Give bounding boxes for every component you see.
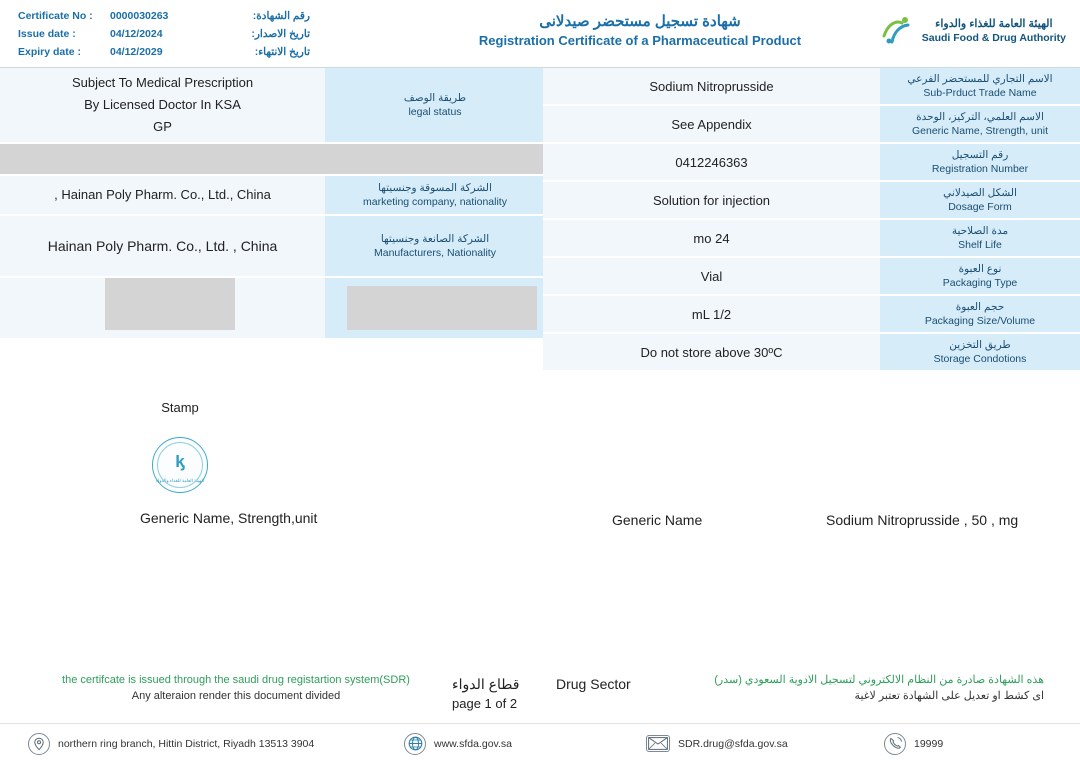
- generic-name-strength-value: See Appendix: [543, 106, 880, 144]
- manufacturers-label-ar: الشركة الصانعة وجنسيتها: [380, 233, 490, 245]
- footer-note-ar-line-2: اى كشط او تعديل على الشهادة تعتبر لاغية: [854, 690, 1044, 702]
- sub-product-trade-name-value: Sodium Nitroprusside: [543, 68, 880, 106]
- generic-name-row: [0, 510, 1080, 536]
- row-marketing-company: [0, 176, 545, 216]
- label-en: Packaging Size/Volume: [924, 315, 1036, 327]
- packaging-type-value: Vial: [543, 258, 880, 296]
- packaging-size-value: mL 1/2: [543, 296, 880, 334]
- drug-sector-english: Drug Sector: [556, 676, 631, 692]
- certificate-meta: [18, 10, 418, 64]
- contact-address: [28, 733, 314, 755]
- issue-date-label-ar: تاريخ الاصدار:: [251, 28, 310, 40]
- expiry-date-value: 04/12/2029: [110, 46, 163, 58]
- right-details-table: [543, 68, 1080, 372]
- legal-status-value: [0, 68, 325, 144]
- contact-bar: [0, 723, 1080, 763]
- generic-name-value: Sodium Nitroprusside , 50 , mg: [826, 512, 1019, 528]
- shelf-life-label: [880, 220, 1080, 258]
- sub-product-trade-name-label: [880, 68, 1080, 106]
- table-row: [543, 296, 1080, 334]
- table-row: [543, 144, 1080, 182]
- globe-icon: [404, 733, 426, 755]
- legal-status-line-2: By Licensed Doctor In KSA: [84, 97, 241, 112]
- expiry-date-label-ar: تاريخ الانتهاء:: [254, 46, 310, 58]
- footer-note-en-line-2: Any alteraion render this document divided: [131, 690, 341, 702]
- row-legal-status: [0, 68, 545, 144]
- label-en: Packaging Type: [942, 277, 1018, 289]
- storage-conditions-value: Do not store above 30ºC: [543, 334, 880, 372]
- redacted-block-2: [347, 286, 537, 330]
- page-title-arabic: شهادة تسجيل مستحضر صيدلانى: [539, 13, 741, 30]
- footer-note-en-line-1: the certifcate is issued through the saudi drug registartion system(SDR): [62, 674, 410, 686]
- label-en: Storage Condotions: [933, 353, 1027, 365]
- legal-status-line-1: Subject To Medical Prescription: [71, 75, 254, 90]
- table-row: [543, 334, 1080, 372]
- stamp-label: Stamp: [161, 400, 199, 415]
- phone-icon: [884, 733, 906, 755]
- sfda-logo-text: [922, 17, 1066, 45]
- dosage-form-value: Solution for injection: [543, 182, 880, 220]
- manufacturers-label: [325, 216, 545, 278]
- label-en: Registration Number: [931, 163, 1029, 175]
- expiry-date-label: Expiry date :: [18, 46, 82, 58]
- legal-status-line-3: GP: [153, 119, 172, 134]
- table-row: [543, 182, 1080, 220]
- meta-row-certificate-no: [18, 10, 418, 28]
- label-ar: الاسم العلمي، التركيز، الوحدة: [916, 111, 1044, 123]
- footer-note-ar-line-1: هذه الشهادة صادرة من النظام الالكتروني لتسجيل الادوية السعودي (سدر): [714, 674, 1044, 686]
- footer-note-english: [36, 672, 436, 704]
- sfda-logo-icon: [880, 14, 914, 48]
- issue-date-label: Issue date :: [18, 28, 76, 40]
- shelf-life-value: mo 24: [543, 220, 880, 258]
- marketing-company-value: , Hainan Poly Pharm. Co., Ltd., China: [0, 176, 325, 216]
- page-number: page 1 of 2: [452, 696, 518, 711]
- label-ar: نوع العبوة: [958, 263, 1002, 275]
- sfda-logo-english: Saudi Food & Drug Authority: [921, 32, 1066, 44]
- certificate-no-label: Certificate No :: [18, 10, 93, 22]
- row-manufacturers: [0, 216, 545, 278]
- manufacturers-value: Hainan Poly Pharm. Co., Ltd. , China: [0, 216, 325, 278]
- meta-row-expiry-date: [18, 46, 418, 64]
- footer-note-arabic: [684, 672, 1044, 704]
- manufacturers-label-en: Manufacturers, Nationality: [374, 247, 496, 259]
- label-ar: مدة الصلاحية: [951, 225, 1009, 237]
- packaging-size-label: [880, 296, 1080, 334]
- document-header: [0, 0, 1080, 68]
- legal-status-label-en: legal status: [408, 106, 462, 118]
- legal-status-label: [325, 68, 545, 144]
- contact-phone-text: 19999: [914, 737, 944, 750]
- seal-glyph: ᶄ: [175, 452, 185, 471]
- drug-sector-arabic: قطاع الدواء: [452, 676, 520, 692]
- legal-status-label-ar: طريقة الوصف: [403, 92, 467, 104]
- stamp-area: [0, 400, 360, 493]
- location-pin-icon: [28, 733, 50, 755]
- generic-name-header-left: Generic Name, Strength,unit: [140, 510, 318, 526]
- certificate-no-value: 0000030263: [110, 10, 169, 22]
- table-row: [543, 220, 1080, 258]
- generic-name-strength-label: [880, 106, 1080, 144]
- page-title: [430, 12, 850, 50]
- label-en: Dosage Form: [948, 201, 1012, 213]
- meta-row-issue-date: [18, 28, 418, 46]
- sfda-logo-arabic: الهيئة العامة للغذاء والدواء: [935, 18, 1053, 30]
- issue-date-value: 04/12/2024: [110, 28, 163, 40]
- marketing-company-label-ar: الشركة المسوقة وجنسيتها: [378, 182, 492, 194]
- redacted-band: [0, 144, 545, 174]
- sfda-seal-icon: [152, 437, 208, 493]
- contact-website-text[interactable]: www.sfda.gov.sa: [434, 737, 513, 750]
- dosage-form-label: [880, 182, 1080, 220]
- label-en: Shelf Life: [958, 239, 1002, 251]
- label-ar: طريق التخزين: [949, 339, 1011, 351]
- label-ar: الشكل الصيدلاني: [943, 187, 1017, 199]
- marketing-company-label-en: marketing company, nationality: [363, 196, 507, 208]
- envelope-icon: [646, 735, 670, 752]
- contact-email-text[interactable]: SDR.drug@sfda.gov.sa: [678, 737, 788, 750]
- label-ar: حجم العبوة: [955, 301, 1005, 313]
- footer-notes: [0, 672, 1080, 728]
- table-row: [543, 258, 1080, 296]
- table-row: [543, 68, 1080, 106]
- redacted-blocks: [0, 278, 545, 338]
- registration-number-label: [880, 144, 1080, 182]
- storage-conditions-label: [880, 334, 1080, 372]
- contact-address-text: northern ring branch, Hittin District, Riyadh 13513 3904: [58, 737, 315, 750]
- page-title-english: Registration Certificate of a Pharmaceutical Product: [478, 33, 802, 48]
- table-row: [543, 106, 1080, 144]
- registration-number-value: 0412246363: [543, 144, 880, 182]
- marketing-company-label: [325, 176, 545, 216]
- sfda-logo: [880, 14, 1066, 48]
- redacted-block-1: [105, 278, 235, 330]
- contact-website[interactable]: [404, 733, 512, 755]
- generic-name-header-middle: Generic Name: [612, 512, 703, 528]
- label-en: Sub-Prduct Trade Name: [923, 87, 1037, 99]
- left-details-table: [0, 68, 545, 338]
- contact-phone: [884, 733, 943, 755]
- contact-email[interactable]: [646, 735, 788, 752]
- seal-text: الهيئة العامة للغذاء والدواء: [155, 478, 205, 483]
- packaging-type-label: [880, 258, 1080, 296]
- certificate-no-label-ar: رقم الشهادة:: [252, 10, 310, 22]
- certificate-body: [0, 68, 1080, 388]
- label-ar: رقم التسجيل: [951, 149, 1009, 161]
- label-en: Generic Name, Strength, unit: [912, 125, 1048, 137]
- label-ar: الاسم التجاري للمستحضر الفرعي: [907, 73, 1053, 85]
